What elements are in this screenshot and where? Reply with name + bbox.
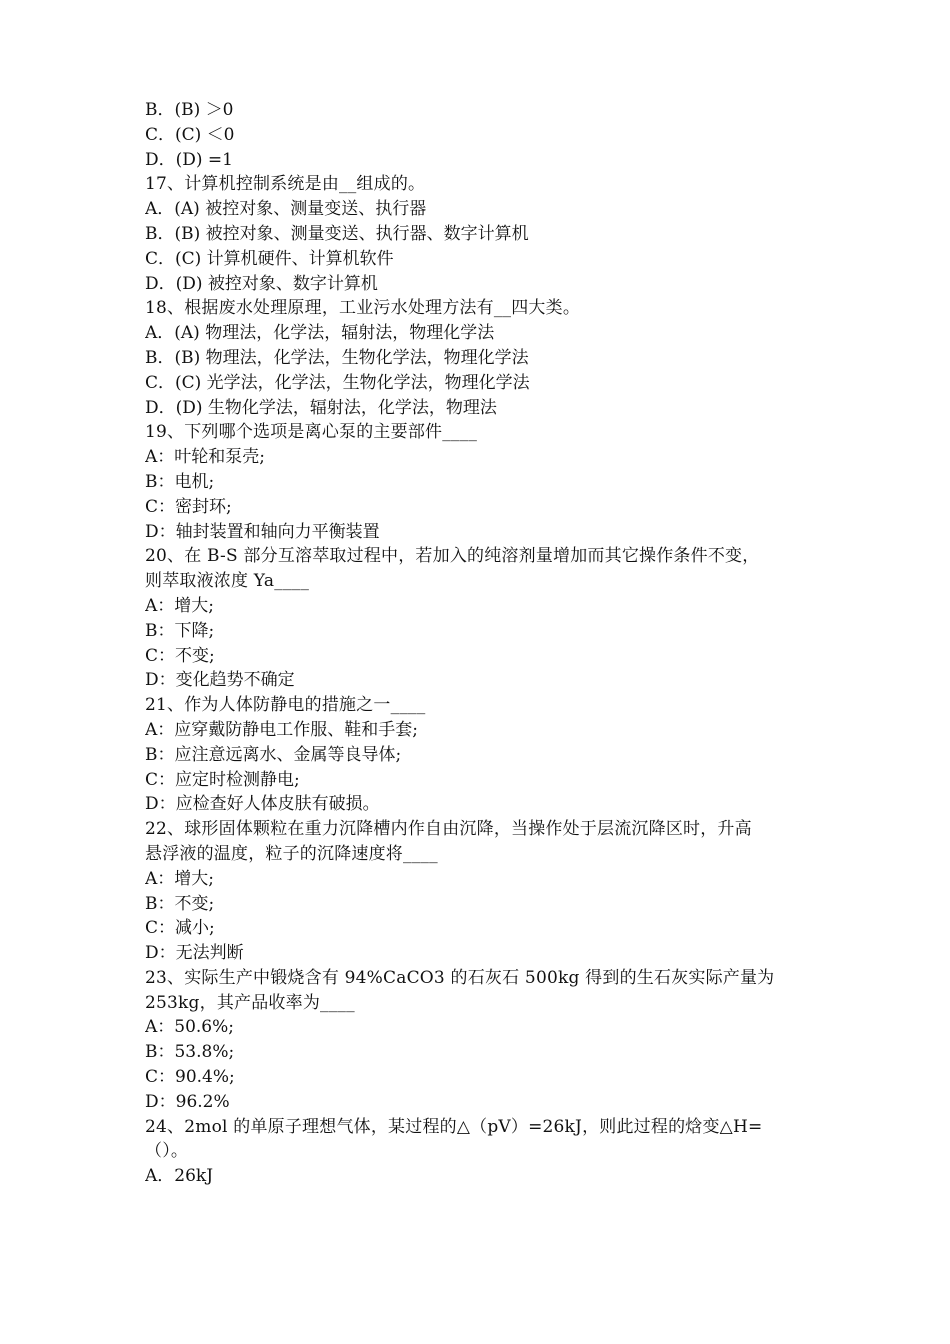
answer-option-line: B：下降; [145,620,215,641]
answer-option-line: D．(D) 被控对象、数字计算机 [145,273,378,294]
answer-option-line: A：应穿戴防静电工作服、鞋和手套; [145,719,419,740]
question-text-line: 20、在 B-S 部分互溶萃取过程中，若加入的纯溶剂量增加而其它操作条件不变， [145,546,760,567]
answer-option-line: D：轴封装置和轴向力平衡装置 [145,521,380,542]
answer-option-line: D：无法判断 [145,943,244,964]
answer-option-line: D．(D) =1 [145,149,233,170]
answer-option-line: C：90.4%; [145,1067,235,1088]
question-text-line: 则萃取液浓度 Ya____ [145,571,310,592]
answer-option-line: A．26kJ [145,1166,214,1187]
answer-option-line: C．(C) 光学法，化学法，生物化学法，物理化学法 [145,372,530,393]
answer-option-line: D：应检查好人体皮肤有破损。 [145,794,380,815]
answer-option-line: B．(B) 被控对象、测量变送、执行器、数字计算机 [145,223,529,244]
question-text-line: 23、实际生产中锻烧含有 94%CaCO3 的石灰石 500kg 得到的生石灰实际产量为 [145,967,775,988]
answer-option-line: B：应注意远离水、金属等良导体; [145,744,402,765]
question-text-line: 24、2mol 的单原子理想气体，某过程的△（pV）=26kJ，则此过程的焓变△H= [145,1116,763,1137]
question-text-line: 18、根据废水处理原理，工业污水处理方法有__四大类。 [145,298,581,319]
answer-option-line: A．(A) 被控对象、测量变送、执行器 [145,199,427,220]
answer-option-line: C：密封环; [145,496,232,517]
answer-option-line: A．(A) 物理法，化学法，辐射法，物理化学法 [145,323,495,344]
question-text-line: （）。 [145,1141,189,1162]
answer-option-line: A：叶轮和泵壳; [145,447,266,468]
question-text-line: 悬浮液的温度，粒子的沉降速度将____ [145,843,438,864]
question-text-line: 17、计算机控制系统是由__组成的。 [145,174,426,195]
answer-option-line: D：96.2% [145,1091,230,1112]
answer-option-line: A：增大; [145,595,215,616]
answer-option-line: B：不变; [145,893,215,914]
question-text-line: 22、球形固体颗粒在重力沉降槽内作自由沉降，当操作处于层流沉降区时，升高 [145,819,752,840]
document-page [145,98,815,1189]
question-text-line: 253kg，其产品收率为____ [145,992,355,1013]
answer-option-line: B．(B) ＞0 [145,100,234,120]
answer-option-line: D：变化趋势不确定 [145,670,295,691]
answer-option-line: C：减小; [145,918,215,939]
answer-option-line: A：50.6%; [145,1017,235,1038]
answer-option-line: B．(B) 物理法，化学法，生物化学法，物理化学法 [145,347,529,368]
answer-option-line: C：应定时检测静电; [145,769,300,790]
answer-option-line: C：不变; [145,645,215,666]
question-text-line: 19、下列哪个选项是离心泵的主要部件____ [145,422,478,443]
answer-option-line: C．(C) ＜0 [145,124,235,145]
answer-option-line: B：电机; [145,471,215,492]
question-text-line: 21、作为人体防静电的措施之一____ [145,695,426,716]
answer-option-line: A：增大; [145,868,215,889]
answer-option-line: D．(D) 生物化学法，辐射法，化学法，物理法 [145,397,497,418]
answer-option-line: C．(C) 计算机硬件、计算机软件 [145,248,394,269]
answer-option-line: B：53.8%; [145,1042,235,1063]
